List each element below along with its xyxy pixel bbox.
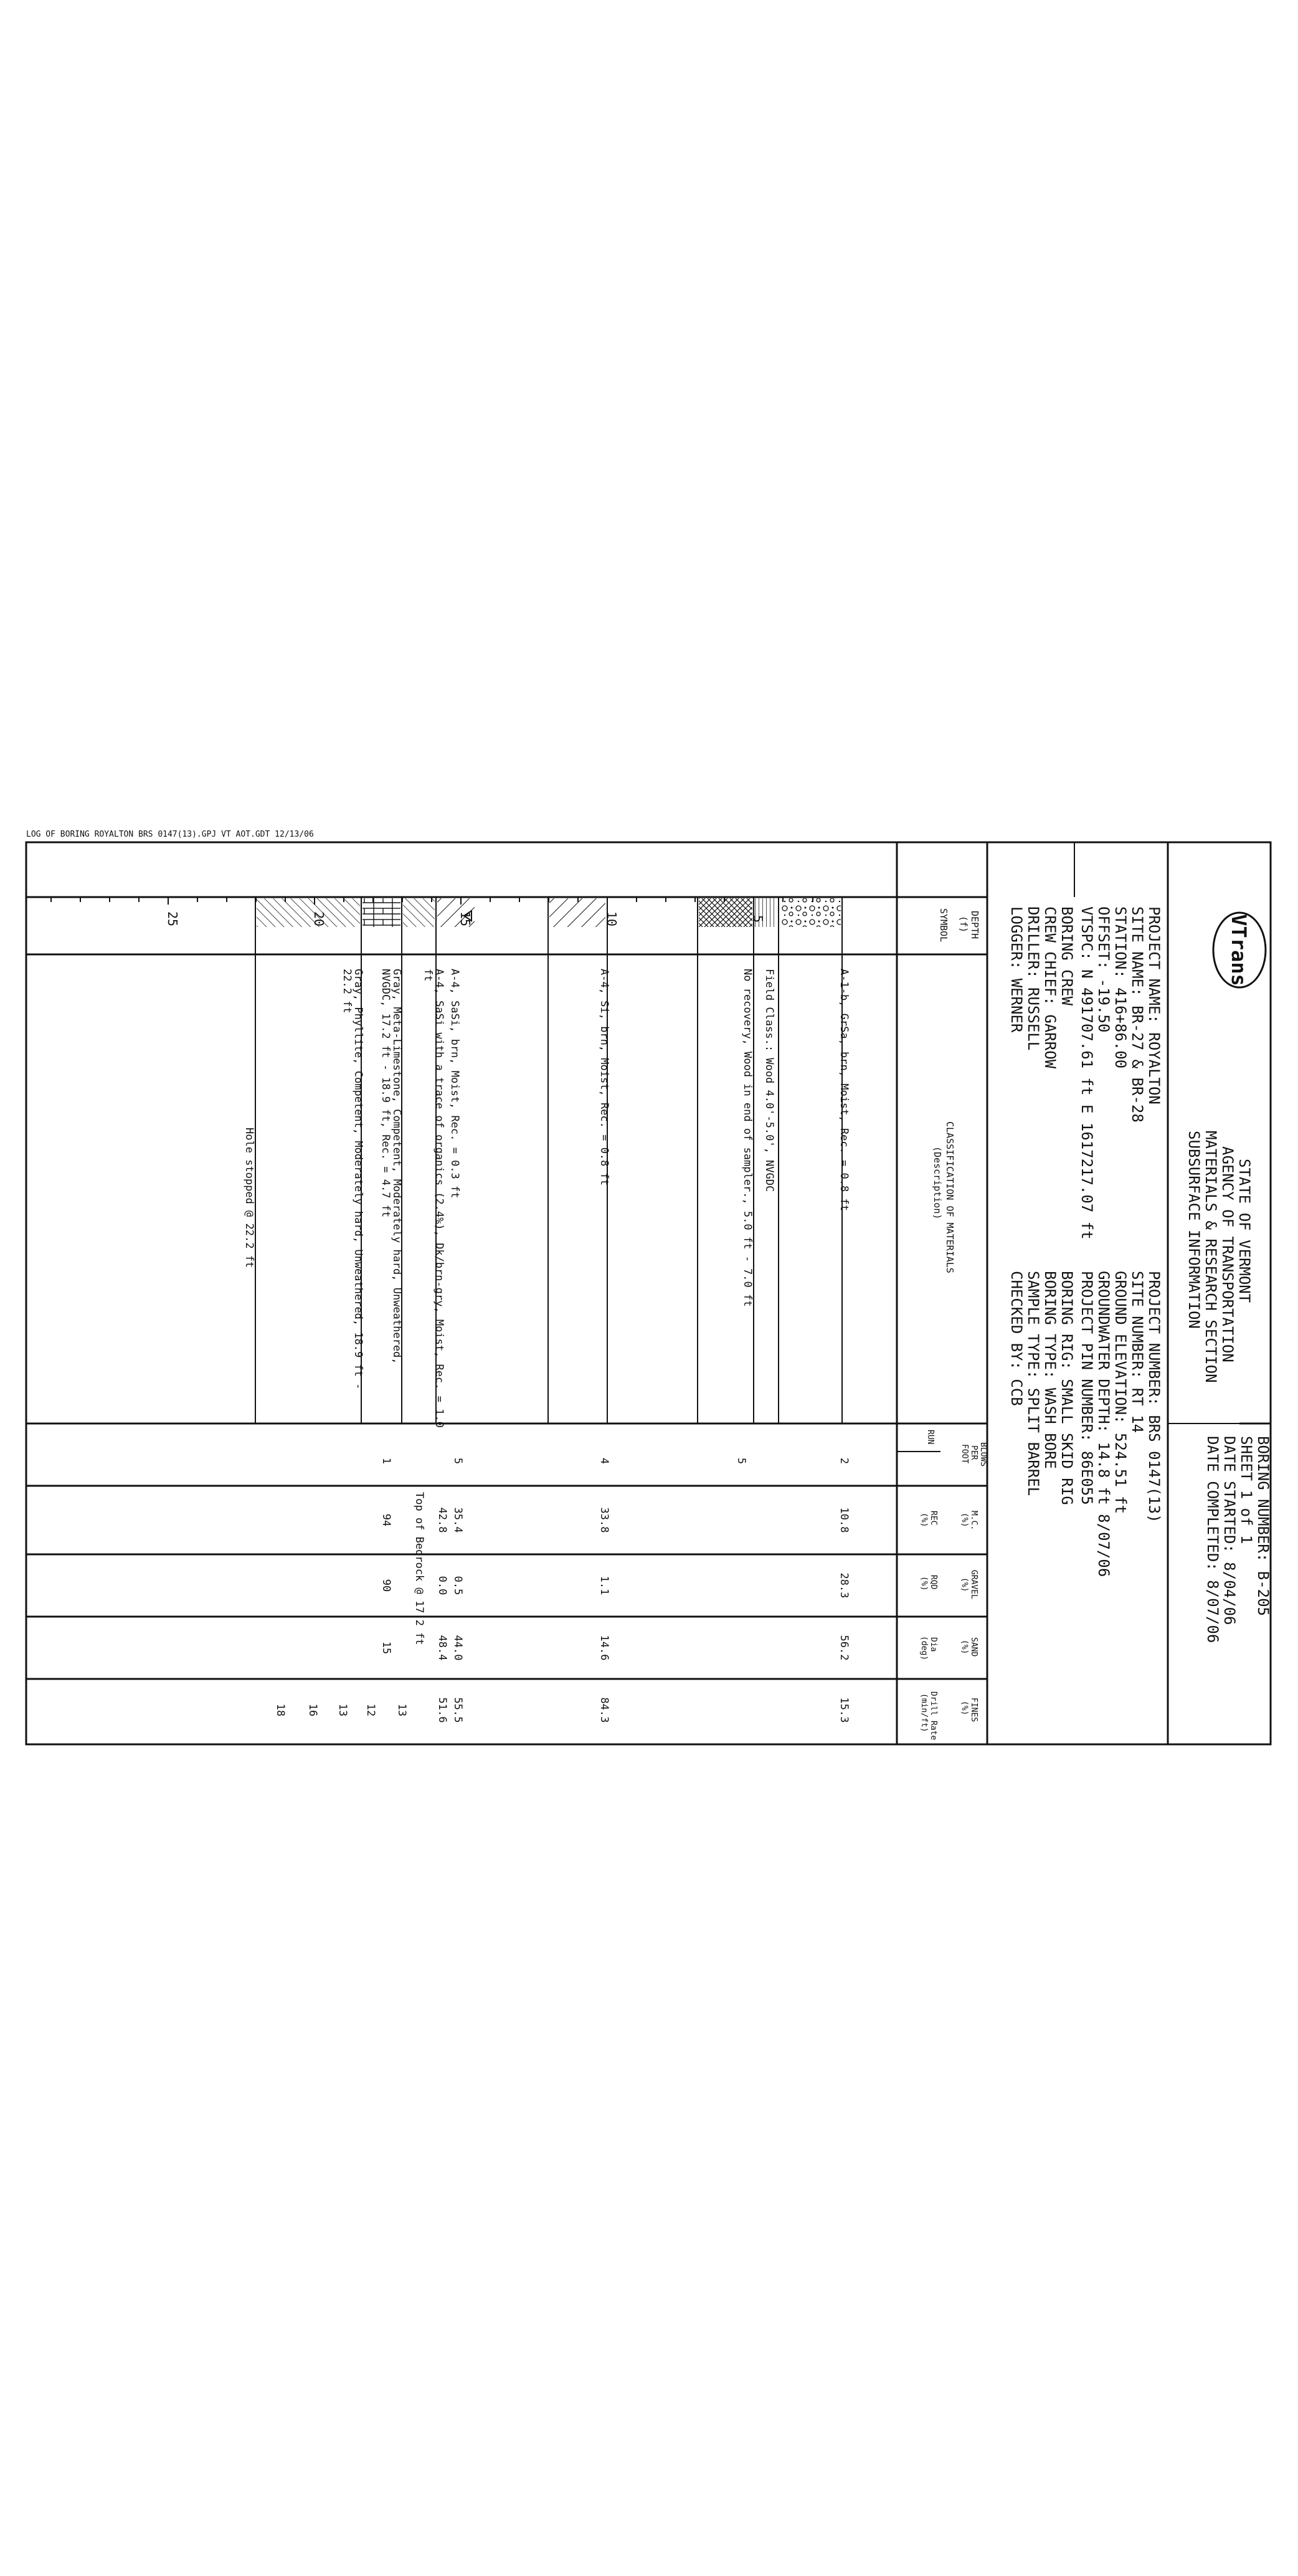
boring-date-started: DATE STARTED: 8/04/06 [1221,1436,1238,1625]
fines-row-3: 84.3 [598,1697,610,1723]
logger: LOGGER: WERNER [1008,906,1025,1033]
header-depth: DEPTH [969,911,980,939]
rec-rock-1: 94 [380,1513,392,1527]
symbol-phyllite [257,898,360,927]
header-dia-unit: (deg) [919,1636,929,1661]
gravel-row-1: 28.3 [838,1572,850,1599]
header-classification-sub: (Description) [932,1146,943,1220]
desc-no-recovery: No recovery, Wood in end of sampler., 5.0 ft - 7.0 ft [741,969,754,1307]
header-rqd: RQD [929,1575,938,1590]
header-dia: Dia [929,1637,938,1652]
vtrans-logo [1213,913,1266,987]
offset: OFFSET: -19.50 [1095,906,1112,1033]
dia-rock-1: 15 [380,1641,392,1655]
sand-row-1: 56.2 [838,1635,850,1661]
desc-silt: A-4, Si, brn, Moist, Rec. = 0.8 ft [598,969,610,1186]
header-drill-rate: Drill Rate [929,1691,938,1741]
top-of-bedrock: Top of Bedrock @ 17.2 ft [413,1492,425,1645]
checked-by: CHECKED BY: CCB [1008,1271,1025,1406]
depth-label-5: 5 [751,915,765,923]
header-gravel-unit: (%) [960,1577,969,1592]
project-pin: PROJECT PIN NUMBER: 86E055 [1078,1271,1096,1505]
depth-label-10: 10 [604,911,619,927]
blows-row-3: 4 [598,1457,610,1465]
boring-type: BORING TYPE: WASH BORE [1041,1271,1059,1469]
symbol-wood [755,898,777,927]
fines-row-4: 55.5 [452,1697,464,1723]
header-blows-foot: FOOT [960,1444,969,1464]
header-mc: M.C. [969,1511,978,1531]
header-symbol: SYMBOL [938,908,949,943]
drill-rate-1: 13 [396,1703,408,1717]
desc-field-class-wood: Field Class.: Wood 4.0'-5.0', NVGDC [763,969,775,1192]
fines-row-1: 15.3 [838,1697,850,1723]
boring-sheet: SHEET 1 of 1 [1238,1436,1255,1544]
header-sand-unit: (%) [960,1640,969,1655]
desc-phyllite-2: 22.2 ft [341,969,353,1014]
sand-row-5: 48.4 [436,1635,448,1661]
fines-row-5: 51.6 [436,1697,448,1723]
groundwater-depth: GROUNDWATER DEPTH: 14.8 ft 8/07/06 [1095,1271,1112,1577]
desc-limestone: Gray, Meta-Limestone, Competent, Moderately hard, Unweathered, [391,969,403,1364]
desc-limestone-2: NVGDC, 17.2 ft - 18.9 ft, Rec. = 4.7 ft [379,969,392,1218]
footer-line: LOG OF BORING ROYALTON BRS 0147(13).GPJ VT AOT.GDT 12/13/06 [26,830,314,839]
project-name: PROJECT NAME: ROYALTON [1145,906,1163,1105]
header-rec: REC [929,1511,938,1526]
header-depth-unit: (f) [958,916,969,933]
rqd-rock-1: 90 [380,1579,392,1592]
header-rec-unit: (%) [919,1513,929,1528]
desc-sandy-silt-organics: A-4, SaSi with a trace of organics (2.4%), Dk/brn-gry, Moist, Rec. = 1.0 [433,969,445,1428]
blows-row-1: 2 [838,1457,850,1465]
ground-elevation: GROUND ELEVATION: 524.51 ft [1112,1271,1129,1514]
boring-number: BORING NUMBER: B-205 [1254,1436,1272,1616]
symbol-limestone [362,898,400,927]
driller: DRILLER: RUSSELL [1025,906,1042,1051]
rotated-content [165,906,1272,1740]
symbol-gravelly-sand [780,898,841,927]
depth-label-25: 25 [165,911,180,927]
depth-label-15: 15 [458,911,473,927]
header-blows-per: PER [969,1445,978,1460]
mc-row-1: 10.8 [838,1507,850,1533]
vtspc: VTSPC: N 491707.61 ft E 1617217.07 ft [1078,906,1096,1240]
drill-rate-3: 13 [336,1703,349,1717]
site-name: SITE NAME: BR-27 & BR-28 [1129,906,1146,1123]
mc-row-3: 33.8 [598,1507,610,1533]
desc-phyllite: Gray, Phyllite, Competent, Moderately hard, Unweathered, 18.9 ft - [352,969,364,1390]
desc-sandy-silt: A-4, SaSi, brn, Moist, Rec. = 0.3 ft [448,969,461,1199]
gravel-row-4: 0.5 [452,1576,464,1595]
agency-line-1: STATE OF VERMONT [1236,1159,1253,1303]
mc-row-5: 42.8 [436,1507,448,1533]
drill-rate-4: 16 [306,1703,319,1717]
svg-text:VTrans: VTrans [1227,914,1251,986]
station: STATION: 416+86.00 [1112,906,1129,1069]
symbol-no-recovery [699,898,752,927]
header-classification: CLASSIFICATION OF MATERIALS [944,1121,955,1273]
sample-type: SAMPLE TYPE: SPLIT BARREL [1025,1271,1042,1496]
project-number: PROJECT NUMBER: BRS 0147(13) [1145,1271,1163,1523]
blows-row-4: 5 [452,1457,464,1465]
gravel-row-5: 0.0 [436,1576,448,1595]
boring-date-completed: DATE COMPLETED: 8/07/06 [1204,1436,1221,1643]
desc-hole-stopped: Hole stopped @ 22.2 ft [243,1128,255,1268]
desc-gravelly-sand: A-1-b, GrSa, brn, Moist, Rec. = 0.8 ft [838,969,850,1211]
drill-rate-5: 18 [274,1703,287,1717]
header-drill-rate-unit: (min/ft) [919,1693,929,1732]
header-sand: SAND [969,1637,978,1657]
agency-line-2: AGENCY OF TRANSPORTATION [1219,1146,1236,1362]
depth-label-20: 20 [311,911,326,927]
header-fines-unit: (%) [960,1701,969,1716]
sand-row-4: 44.0 [452,1635,464,1661]
sand-row-3: 14.6 [598,1635,610,1661]
desc-sandy-silt-organics-2: ft [422,969,434,982]
header-blows: BLOWS [978,1442,988,1467]
agency-line-3: MATERIALS & RESEARCH SECTION [1202,1131,1220,1383]
header-mc-unit: (%) [960,1513,969,1528]
header-gravel: GRAVEL [969,1570,978,1599]
gravel-row-3: 1.1 [598,1576,610,1595]
mc-row-4: 35.4 [452,1507,464,1533]
run-rock-1: 1 [380,1457,392,1465]
blows-row-2: 5 [735,1457,747,1465]
site-number: SITE NUMBER: RT 14 [1129,1271,1146,1433]
boring-crew: BORING CREW [1058,906,1076,1005]
symbol-sandy-silt-organics [403,898,435,927]
agency-line-4: SUBSURFACE INFORMATION [1185,1131,1203,1329]
header-fines: FINES [969,1698,978,1723]
boring-rig: BORING RIG: SMALL SKID RIG [1058,1271,1076,1505]
header-run: RUN [926,1430,935,1445]
crew-chief: CREW CHIEF: GARROW [1041,906,1059,1069]
drill-rate-2: 12 [364,1703,377,1717]
symbol-silt [549,898,605,927]
header-rqd-unit: (%) [919,1576,929,1591]
